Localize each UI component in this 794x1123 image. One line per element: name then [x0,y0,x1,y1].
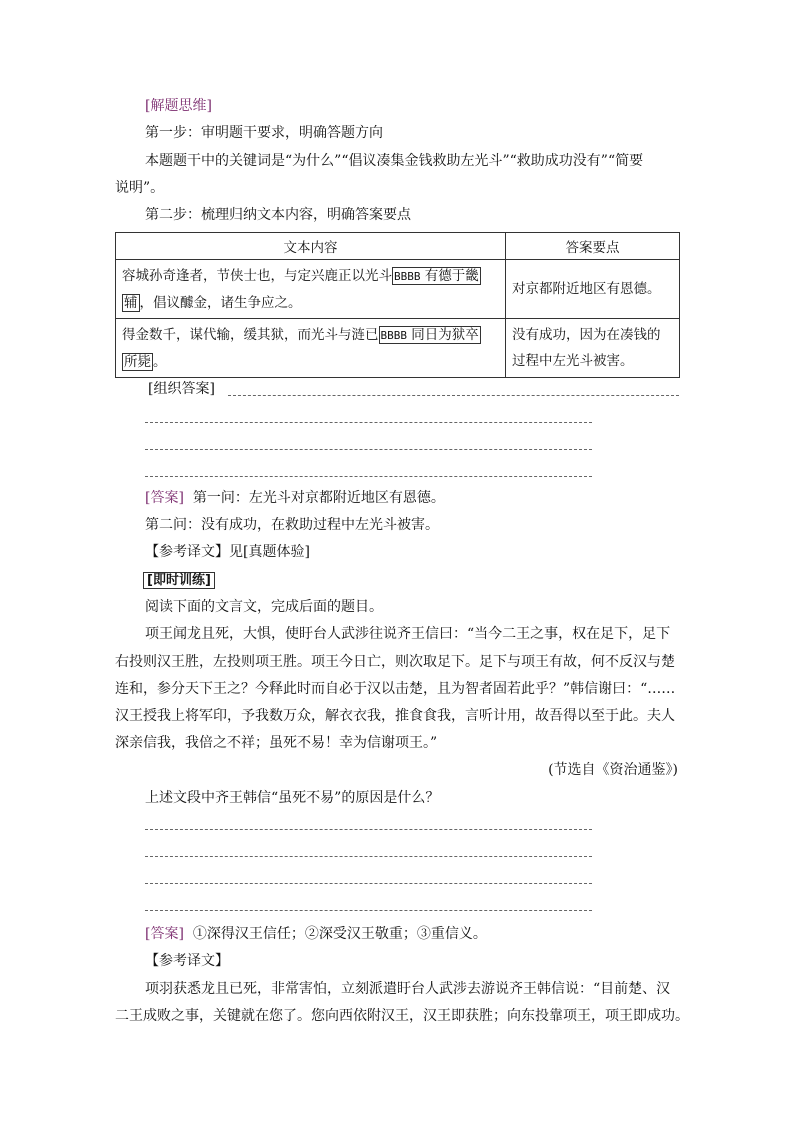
answer-one-line-2: 第二问：没有成功，在救助过程中左光斗被害。 [145,517,439,533]
marker-text: BBBB [380,328,407,342]
analysis-heading: [解题思维] [145,98,212,114]
answer-blank-line [145,449,592,450]
answer-tag: [答案] [145,490,184,506]
answer-two: [答案] ①深得汉王信任；②深受汉王敬重；③重信义。 [145,926,487,942]
keywords-line-2: 说明”。 [115,180,165,196]
table-row [116,319,680,378]
boxed-phrase-cont: 辅 [124,294,138,311]
organize-heading: [组织答案] [148,381,215,397]
answer-blank-line [228,395,679,396]
step-one: 第一步：审明题干要求，明确答题方向 [145,125,383,141]
boxed-phrase-cont: 所毙 [124,353,151,370]
translation-line: 二王成败之事，关键就在您了。您向西依附汉王，汉王即获胜；向东投靠项王，项王即成功。 [115,1008,689,1024]
table-header-text: 文本内容 [116,233,506,260]
passage-line: 深亲信我，我倍之不祥；虽死不易！幸为信谢项王。” [115,735,438,751]
answer-blank-line [145,856,592,857]
passage-line: 汉王授我上将军印，予我数万众，解衣衣我，推食食我，言听计用，故吾得以至于此。夫人 [115,708,675,724]
boxed-phrase: BBBB 有德于畿 [394,267,479,284]
answer-tag: [答案] [145,926,184,942]
training-tag: [即时训练] [143,572,215,589]
table-row [116,260,680,319]
table-cell-text: 容城孙奇逢者，节侠士也，与定兴鹿正以光斗 BBBB 有德于畿 辅 ，倡议醵金，诸生争应之。 [116,260,506,319]
reference-note: 【参考译文】见[真题体验] [145,544,310,560]
passage-line: 右投则汉王胜，左投则项王胜。项王今日亡，则次取足下。足下与项王有故，何不反汉与楚 [115,654,675,670]
passage-line: 项王闻龙且死，大惧，使盱台人武涉往说齐王信曰：“当今二王之事，权在足下，足下 [145,626,671,642]
table-header-answer: 答案要点 [506,233,680,260]
passage-line: 连和，参分天下王之？今释此时而自必于汉以击楚，且为智者固若此乎？”韩信谢曰：“…… [115,681,676,697]
answer-blank-line [145,910,592,911]
answer-blank-line [145,829,592,830]
table-cell-text: 得金数千，谋代输，缓其狱，而光斗与涟已 BBBB 同日为狱卒 所毙 。 [116,319,506,378]
answer-one: [答案] 第一问：左光斗对京都附近地区有恩德。 [145,490,445,506]
boxed-phrase: BBBB 同日为狱卒 [380,326,479,343]
table-cell-answer: 没有成功，因为在凑钱的 过程中左光斗被害。 [506,319,680,378]
answer-blank-line [145,883,592,884]
reference-heading: 【参考译文】 [145,953,229,969]
passage-source: (节选自《资治通鉴》) [548,762,678,778]
training-heading [143,570,215,591]
training-intro: 阅读下面的文言文，完成后面的题目。 [145,599,383,615]
translation-line: 项羽获悉龙且已死，非常害怕，立刻派遣盱台人武涉去游说齐王韩信说：“目前楚、汉 [145,981,671,997]
keywords-line-1: 本题题干中的关键词是“为什么”“倡议凑集金钱救助左光斗”“救助成功没有”“简要 [145,153,644,169]
analysis-table [115,232,680,378]
step-two: 第二步：梳理归纳文本内容，明确答案要点 [145,207,411,223]
answer-blank-line [145,422,592,423]
question: 上述文段中齐王韩信“虽死不易”的原因是什么？ [145,790,440,806]
answer-blank-line [145,476,592,477]
table-cell-answer: 对京都附近地区有恩德。 [506,260,680,319]
marker-text: BBBB [394,269,421,283]
